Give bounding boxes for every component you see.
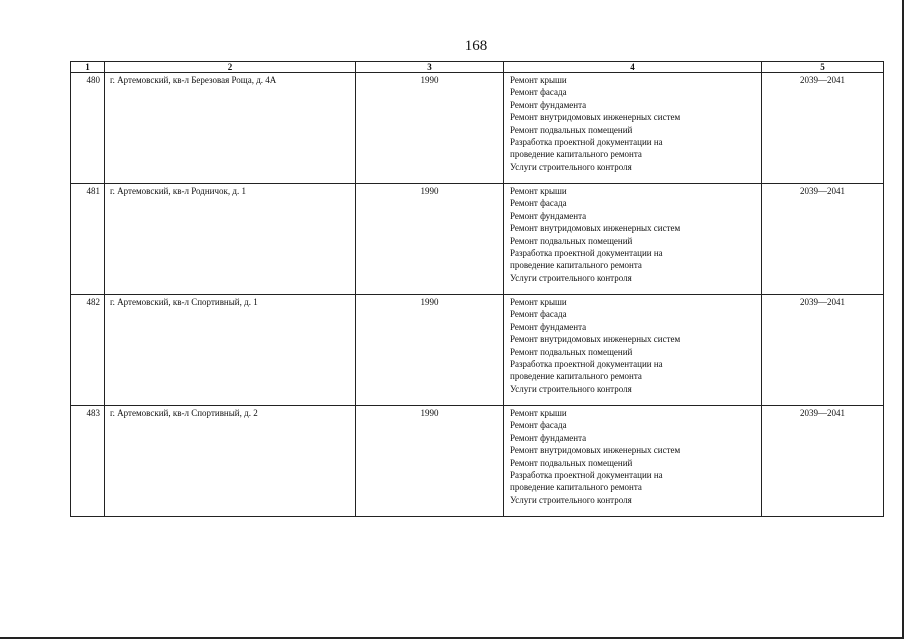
work-item: Разработка проектной документации на [510,470,663,481]
work-item: Ремонт фундамента [510,99,587,110]
row-number-cell [71,406,105,517]
work-item: Ремонт внутридомовых инженерных систем [510,445,681,456]
work-item: Ремонт крыши [510,408,567,418]
work-item: проведение капитального ремонта [510,149,642,160]
works-cell [504,295,762,406]
capital-repair-table [70,61,884,517]
work-item: Услуги строительного контроля [510,383,632,394]
address: г. Артемовский, кв-л Родничок, д. 1 [110,186,246,196]
year: 1990 [420,297,439,307]
period-cell [762,295,884,406]
year-cell [356,184,504,295]
address: г. Артемовский, кв-л Спортивный, д. 2 [110,408,258,418]
row-number: 480 [86,75,100,85]
work-item: Ремонт внутридомовых инженерных систем [510,334,681,345]
table-row [71,406,884,517]
works-list [510,184,761,284]
period-cell [762,406,884,517]
period: 2039—2041 [800,75,845,85]
period: 2039—2041 [800,408,845,418]
year: 1990 [420,186,439,196]
period: 2039—2041 [800,186,845,196]
row-number-cell [71,295,105,406]
column-header-3: 3 [356,62,504,73]
period: 2039—2041 [800,297,845,307]
work-item: Ремонт крыши [510,297,567,307]
column-header-5: 5 [762,62,884,73]
work-item: Разработка проектной документации на [510,359,663,370]
work-item: Ремонт подвальных помещений [510,346,633,357]
works-cell [504,73,762,184]
address: г. Артемовский, кв-л Спортивный, д. 1 [110,297,258,307]
work-item: Ремонт внутридомовых инженерных систем [510,112,681,123]
row-number: 481 [86,186,100,196]
works-list [510,73,761,173]
column-header-4: 4 [504,62,762,73]
work-item: Услуги строительного контроля [510,272,632,283]
work-item: Ремонт фасада [510,420,567,431]
period-cell [762,184,884,295]
work-item: Услуги строительного контроля [510,494,632,505]
work-item: Ремонт подвальных помещений [510,235,633,246]
address: г. Артемовский, кв-л Березовая Роща, д. 4А [110,75,277,85]
work-item: Ремонт фундамента [510,432,587,443]
work-item: Ремонт внутридомовых инженерных систем [510,223,681,234]
column-header-2: 2 [105,62,356,73]
work-item: Ремонт подвальных помещений [510,124,633,135]
column-header-1: 1 [71,62,105,73]
address-cell [105,295,356,406]
work-item: Ремонт фасада [510,87,567,98]
year-cell [356,73,504,184]
year: 1990 [420,75,439,85]
row-number-cell [71,73,105,184]
period-cell [762,73,884,184]
table-row [71,295,884,406]
work-item: Ремонт крыши [510,186,567,196]
work-item: Ремонт крыши [510,75,567,85]
row-number-cell [71,184,105,295]
row-number: 483 [86,408,100,418]
page-number: 168 [464,38,488,54]
works-cell [504,406,762,517]
work-item: Услуги строительного контроля [510,161,632,172]
year-cell [356,295,504,406]
work-item: Ремонт фундамента [510,321,587,332]
row-number: 482 [86,297,100,307]
work-item: проведение капитального ремонта [510,371,642,382]
work-item: Ремонт фасада [510,309,567,320]
works-cell [504,184,762,295]
work-item: проведение капитального ремонта [510,482,642,493]
work-item: Ремонт фундамента [510,210,587,221]
table-row [71,184,884,295]
year: 1990 [420,408,439,418]
works-list [510,295,761,395]
address-cell [105,406,356,517]
year-cell [356,406,504,517]
work-item: Ремонт подвальных помещений [510,457,633,468]
address-cell [105,73,356,184]
work-item: Разработка проектной документации на [510,137,663,148]
table-row [71,73,884,184]
work-item: Разработка проектной документации на [510,248,663,259]
table-header-row [71,62,884,73]
works-list [510,406,761,506]
work-item: проведение капитального ремонта [510,260,642,271]
work-item: Ремонт фасада [510,198,567,209]
address-cell [105,184,356,295]
